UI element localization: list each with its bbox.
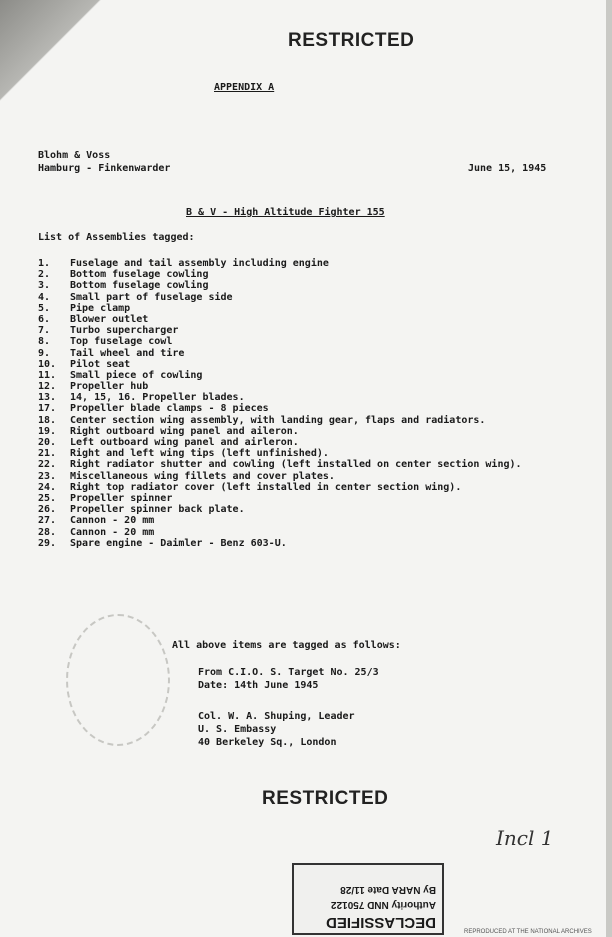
by-label: By NARA Date 11/28 xyxy=(340,884,436,895)
list-item-number: 21. xyxy=(38,448,57,460)
list-item-number: 18. xyxy=(38,414,57,426)
list-item-number: 1. xyxy=(38,258,51,269)
signature-address: 40 Berkeley Sq., London xyxy=(198,737,337,748)
list-item-number: 10. xyxy=(38,358,57,370)
list-item-number: 27. xyxy=(38,515,57,527)
document-date: June 15, 1945 xyxy=(468,163,547,174)
list-item-text: Spare engine - Daimler - Benz 603-U. xyxy=(70,537,287,549)
restricted-stamp-top: RESTRICTED xyxy=(288,30,415,51)
list-item-number: 23. xyxy=(38,470,57,482)
authority-label: Authority NND 750122 xyxy=(330,899,436,910)
list-item-number: 28. xyxy=(38,526,57,538)
list-item-number: 5. xyxy=(38,302,51,314)
list-item-text: Right and left wing tips (left unfinished). xyxy=(70,448,329,460)
list-item-text: Right radiator shutter and cowling (left installed on center section wing). xyxy=(70,459,522,471)
list-item-text: Small part of fuselage side xyxy=(70,291,233,303)
list-item-text: Cannon - 20 mm xyxy=(70,526,155,538)
list-item-number: 8. xyxy=(38,336,51,348)
list-item-text: Top fuselage cowl xyxy=(70,336,173,348)
list-item-text: Center section wing assembly, with landing gear, flaps and radiators. xyxy=(70,414,486,426)
list-item-text: 14, 15, 16. Propeller blades. xyxy=(70,392,245,404)
list-item-text: Blower outlet xyxy=(70,313,149,325)
signature-name: Col. W. A. Shuping, Leader xyxy=(198,711,355,722)
subject-line: B & V - High Altitude Fighter 155 xyxy=(186,207,385,218)
folded-corner xyxy=(0,0,110,110)
declassified-stamp xyxy=(292,863,444,935)
list-item-number: 19. xyxy=(38,425,57,437)
list-item-text: Tail wheel and tire xyxy=(70,347,185,359)
list-item-text: Left outboard wing panel and airleron. xyxy=(70,437,299,448)
declassified-label: DECLASSIFIED xyxy=(325,914,436,931)
list-item-text: Bottom fuselage cowling xyxy=(70,280,209,292)
tagged-note: All above items are tagged as follows: xyxy=(172,640,401,651)
list-item-text: Pipe clamp xyxy=(70,302,131,314)
list-item-number: 13. xyxy=(38,392,57,404)
list-item-number: 22. xyxy=(38,459,57,471)
list-item-text: Bottom fuselage cowling xyxy=(70,269,209,281)
list-item-text: Right outboard wing panel and aileron. xyxy=(70,425,299,437)
list-item-number: 17. xyxy=(38,403,57,415)
list-item-number: 24. xyxy=(38,481,57,493)
appendix-title: APPENDIX A xyxy=(214,82,275,93)
list-item-number: 6. xyxy=(38,313,51,325)
list-item-number: 20. xyxy=(38,437,57,448)
list-item-number: 7. xyxy=(38,325,51,337)
list-item-number: 9. xyxy=(38,347,51,359)
list-item-text: Miscellaneous wing fillets and cover plates. xyxy=(70,470,335,482)
list-item-text: Propeller spinner xyxy=(70,492,173,504)
tag-from: From C.I.O. S. Target No. 25/3 xyxy=(198,667,379,678)
list-item-text: Fuselage and tail assembly including engine xyxy=(70,258,329,269)
list-item-number: 3. xyxy=(38,280,51,292)
list-item-text: Propeller spinner back plate. xyxy=(70,504,245,516)
list-item-text: Pilot seat xyxy=(70,358,131,370)
list-item-number: 12. xyxy=(38,381,57,393)
list-item-number: 11. xyxy=(38,369,57,381)
list-item-number: 26. xyxy=(38,504,57,516)
list-item-text: Propeller blade clamps - 8 pieces xyxy=(70,403,269,415)
signature-org: U. S. Embassy xyxy=(198,724,277,735)
list-item-number: 4. xyxy=(38,291,51,303)
list-item-number: 29. xyxy=(38,537,57,549)
handwritten-note: Incl 1 xyxy=(496,826,554,850)
list-title: List of Assemblies tagged: xyxy=(38,232,195,243)
list-item-text: Turbo supercharger xyxy=(70,325,179,337)
faded-seal xyxy=(66,614,170,746)
list-item-number: 25. xyxy=(38,492,57,504)
company-name: Blohm & Voss xyxy=(38,150,111,161)
list-item-text: Propeller hub xyxy=(70,381,149,393)
list-item-text: Right top radiator cover (left installed in center section wing). xyxy=(70,481,462,493)
restricted-stamp-bottom: RESTRICTED xyxy=(262,788,389,809)
page-edge xyxy=(606,0,612,937)
list-item-text: Cannon - 20 mm xyxy=(70,515,155,527)
company-location: Hamburg - Finkenwarder xyxy=(38,163,171,174)
tag-date: Date: 14th June 1945 xyxy=(198,680,319,691)
archive-footer: REPRODUCED AT THE NATIONAL ARCHIVES xyxy=(464,929,592,935)
list-item-text: Small piece of cowling xyxy=(70,369,203,381)
list-item-number: 2. xyxy=(38,269,51,281)
